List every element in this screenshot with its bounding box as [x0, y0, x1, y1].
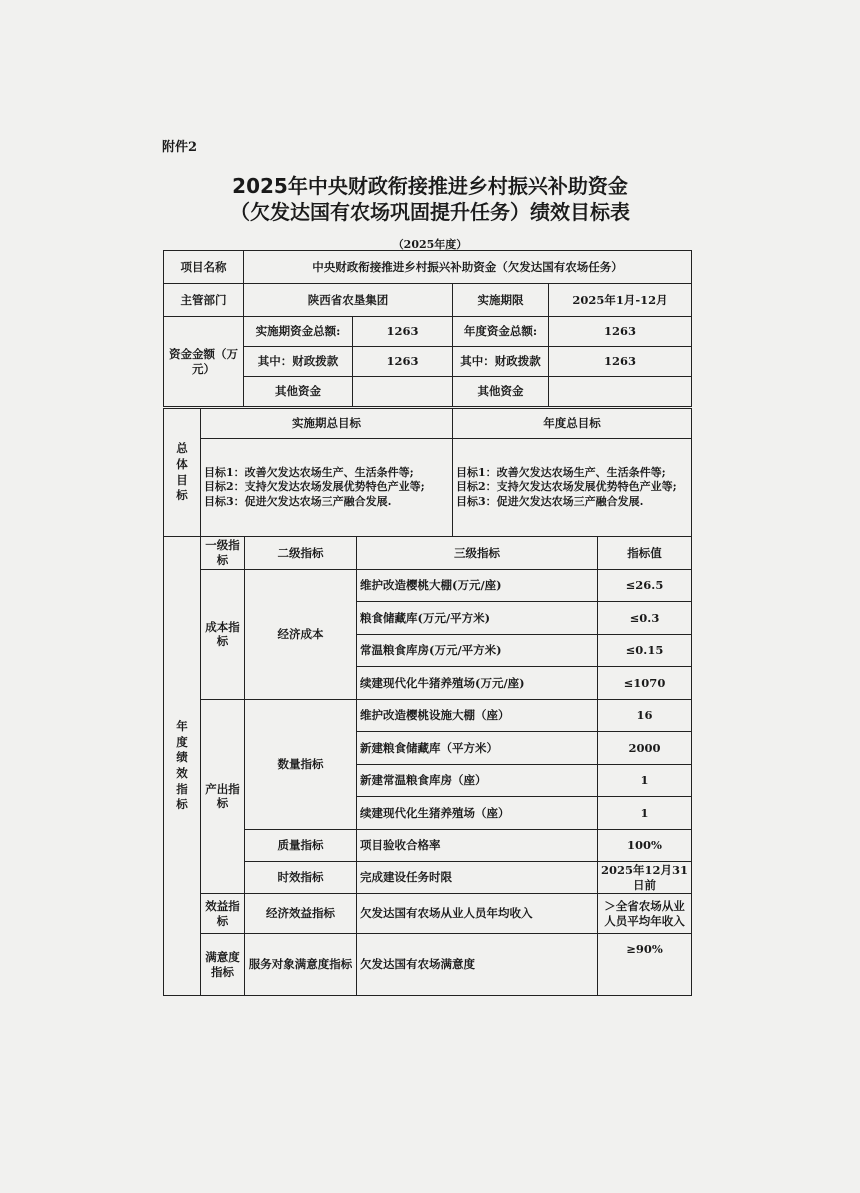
fiscal-annual: 1263 [549, 347, 692, 377]
basic-info-table [163, 250, 692, 407]
indicator-value: 2025年12月31日前 [598, 862, 692, 894]
document-title-line1: 2025年中央财政衔接推进乡村振兴补助资金 [232, 174, 628, 198]
goal-item: 目标2：支持欠发达农场发展优势特色产业等; [204, 480, 425, 494]
level1-satisfaction: 满意度指标 [201, 934, 245, 996]
other-funds-label-period: 其他资金 [244, 377, 353, 407]
attachment-label: 附件2 [162, 140, 198, 155]
goal-item: 目标2：支持欠发达农场发展优势特色产业等; [456, 480, 677, 494]
indicator-name: 粮食储藏库(万元/平方米) [357, 602, 598, 635]
level2-quantity: 数量指标 [245, 699, 357, 829]
project-name-label: 项目名称 [164, 251, 244, 284]
document-title-line2: （欠发达国有农场巩固提升任务）绩效目标表 [230, 200, 630, 224]
annual-total-label: 年度资金总额: [453, 317, 549, 347]
period-total-label: 实施期资金总额: [244, 317, 353, 347]
level1-benefit: 效益指标 [201, 894, 245, 934]
level2-service-satisfaction: 服务对象满意度指标 [245, 934, 357, 996]
indicator-value: ≤0.3 [598, 602, 692, 635]
period: 2025年1月-12月 [549, 284, 692, 317]
indicator-value: ≥90% [598, 934, 692, 996]
header-level1: 一级指标 [201, 537, 245, 570]
goal-item: 目标1：改善欠发达农场生产、生活条件等; [456, 466, 666, 480]
indicator-value: 100% [598, 829, 692, 862]
annual-goals [453, 439, 692, 537]
other-funds-annual [549, 377, 692, 407]
indicator-value: ≤0.15 [598, 634, 692, 667]
other-funds-period [353, 377, 453, 407]
fiscal-label-annual: 其中：财政拨款 [453, 347, 549, 377]
fiscal-period: 1263 [353, 347, 453, 377]
indicator-name: 常温粮食库房(万元/平方米) [357, 634, 598, 667]
indicator-name: 维护改造樱桃设施大棚（座） [357, 699, 598, 732]
header-level2: 二级指标 [245, 537, 357, 570]
level2-economic-benefit: 经济效益指标 [245, 894, 357, 934]
goals-label: 总体目标 [176, 441, 188, 503]
goal-item: 目标3：促进欠发达农场三产融合发展. [204, 494, 392, 508]
period-goals [201, 439, 453, 537]
goals-table [163, 408, 692, 537]
year-label: （2025年度） [392, 238, 468, 251]
annual-total: 1263 [549, 317, 692, 347]
header-value: 指标值 [598, 537, 692, 570]
indicator-value: 1 [598, 764, 692, 797]
goal-item: 目标3：促进欠发达农场三产融合发展. [456, 494, 644, 508]
dept: 陕西省农垦集团 [244, 284, 453, 317]
indicator-value: ≤1070 [598, 667, 692, 700]
header-level3: 三级指标 [357, 537, 598, 570]
level1-output: 产出指标 [201, 699, 245, 894]
indicator-value: ＞全省农场从业人员平均年收入 [598, 894, 692, 934]
level1-cost: 成本指标 [201, 569, 245, 699]
indicator-name: 完成建设任务时限 [357, 862, 598, 894]
period-total: 1263 [353, 317, 453, 347]
indicator-name: 新建常温粮食库房（座） [357, 764, 598, 797]
period-label: 实施期限 [453, 284, 549, 317]
other-funds-label-annual: 其他资金 [453, 377, 549, 407]
indicator-name: 续建现代化生猪养殖场（座） [357, 797, 598, 830]
indicators-table [163, 536, 692, 996]
fiscal-label-period: 其中：财政拨款 [244, 347, 353, 377]
indicator-value: 16 [598, 699, 692, 732]
dept-label: 主管部门 [164, 284, 244, 317]
project-name: 中央财政衔接推进乡村振兴补助资金（欠发达国有农场任务） [244, 251, 692, 284]
level2-economic-cost: 经济成本 [245, 569, 357, 699]
indicator-value: 2000 [598, 732, 692, 765]
indicator-name: 欠发达国有农场满意度 [357, 934, 598, 996]
goal-item: 目标1：改善欠发达农场生产、生活条件等; [204, 466, 414, 480]
indicator-name: 项目验收合格率 [357, 829, 598, 862]
level2-timeliness: 时效指标 [245, 862, 357, 894]
indicator-value: ≤26.5 [598, 569, 692, 602]
indicator-value: 1 [598, 797, 692, 830]
indicator-name: 新建粮食储藏库（平方米） [357, 732, 598, 765]
indicators-label: 年度绩效指标 [176, 719, 188, 812]
indicator-name: 维护改造樱桃大棚(万元/座) [357, 569, 598, 602]
funds-label: 资金金额（万元） [164, 317, 244, 407]
annual-goal-header: 年度总目标 [453, 409, 692, 439]
period-goal-header: 实施期总目标 [201, 409, 453, 439]
indicator-name: 欠发达国有农场从业人员年均收入 [357, 894, 598, 934]
indicator-name: 续建现代化牛猪养殖场(万元/座) [357, 667, 598, 700]
level2-quality: 质量指标 [245, 829, 357, 862]
